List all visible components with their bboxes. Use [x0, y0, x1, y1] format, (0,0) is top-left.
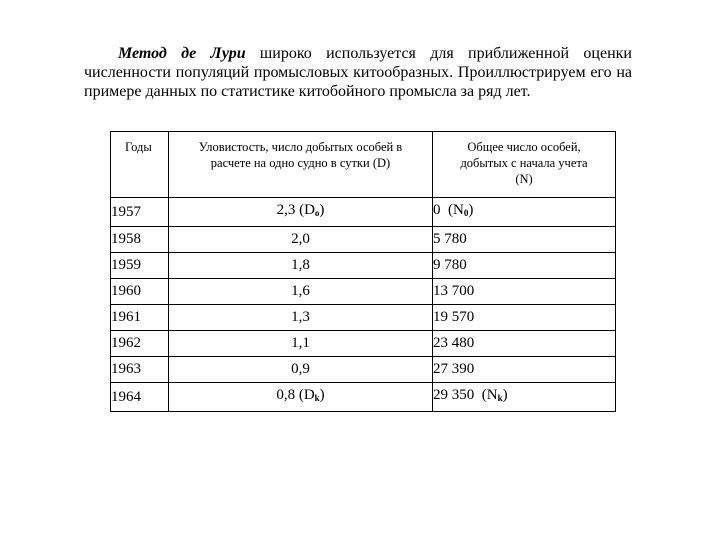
rate-cell	[169, 227, 433, 253]
rate-value: 1,1	[291, 335, 310, 351]
year-value: 1960	[111, 283, 141, 299]
rate-value: 0,8	[276, 387, 296, 403]
year-cell	[111, 279, 169, 305]
table-row	[111, 357, 616, 383]
count-cell	[433, 331, 616, 357]
count-value: 19 570	[433, 309, 475, 325]
count-note: (N	[474, 387, 498, 403]
year-cell	[111, 227, 169, 253]
rate-value: 2,0	[291, 231, 310, 247]
year-cell	[111, 198, 169, 227]
year-value: 1958	[111, 231, 141, 247]
rate-value: 1,8	[291, 257, 310, 273]
count-note: (N	[440, 202, 464, 218]
year-cell	[111, 357, 169, 383]
rate-cell	[169, 253, 433, 279]
count-cell	[433, 227, 616, 253]
year-value: 1963	[111, 361, 141, 377]
count-value: 29 350	[433, 387, 475, 403]
count-subscript: 0	[463, 208, 469, 218]
rate-cell	[169, 357, 433, 383]
year-value: 1961	[111, 309, 141, 325]
year-cell	[111, 331, 169, 357]
rate-value: 2,3	[276, 202, 296, 218]
rate-note-close: )	[319, 202, 325, 218]
header-rate: Уловистость, число добытых особей в расчете на одно судно в сутки (D)	[169, 132, 433, 198]
rate-subscript: k	[314, 393, 320, 403]
count-value: 5 780	[433, 231, 467, 247]
year-value: 1964	[111, 388, 141, 405]
rate-note-close: )	[319, 387, 325, 403]
count-value: 9 780	[433, 257, 467, 273]
rate-cell	[169, 198, 433, 227]
method-name: Метод де Лури	[118, 45, 246, 62]
count-subscript: k	[497, 393, 503, 403]
table-row	[111, 383, 616, 412]
rate-note: (D	[295, 387, 315, 403]
count-value: 13 700	[433, 283, 475, 299]
count-cell	[433, 253, 616, 279]
count-cell	[433, 279, 616, 305]
count-value: 23 480	[433, 335, 475, 351]
rate-cell	[169, 279, 433, 305]
table-row	[111, 331, 616, 357]
count-cell	[433, 305, 616, 331]
rate-cell	[169, 331, 433, 357]
table-header-row	[111, 132, 616, 198]
count-cell	[433, 383, 616, 412]
year-value: 1962	[111, 335, 141, 351]
year-cell	[111, 253, 169, 279]
count-note-close: )	[502, 387, 508, 403]
rate-subscript: o	[314, 208, 320, 218]
rate-value: 1,3	[291, 309, 310, 325]
header-year: Годы	[111, 132, 169, 198]
table-row	[111, 305, 616, 331]
table-row	[111, 279, 616, 305]
rate-value: 1,6	[291, 283, 310, 299]
rate-cell	[169, 383, 433, 412]
table-row	[111, 198, 616, 227]
count-value: 0	[433, 202, 441, 218]
table-row	[111, 227, 616, 253]
count-cell	[433, 198, 616, 227]
intro-text: широко используется для приближенной оценки численности популяций промысловых китообразных. Проиллюстрируем его на примере данных по статистике китобойного промысла за ряд лет.	[84, 45, 632, 100]
count-value: 27 390	[433, 361, 475, 377]
intro-paragraph	[84, 44, 632, 101]
header-count: Общее число особей, добытых с начала учета (N)	[433, 132, 616, 198]
rate-value: 0,9	[291, 361, 310, 377]
rate-note: (D	[295, 202, 315, 218]
year-cell	[111, 383, 169, 412]
rate-cell	[169, 305, 433, 331]
table-row	[111, 253, 616, 279]
count-cell	[433, 357, 616, 383]
year-value: 1957	[111, 203, 141, 220]
whaling-data-table	[110, 131, 616, 412]
year-value: 1959	[111, 257, 141, 273]
year-cell	[111, 305, 169, 331]
count-note-close: )	[468, 202, 474, 218]
